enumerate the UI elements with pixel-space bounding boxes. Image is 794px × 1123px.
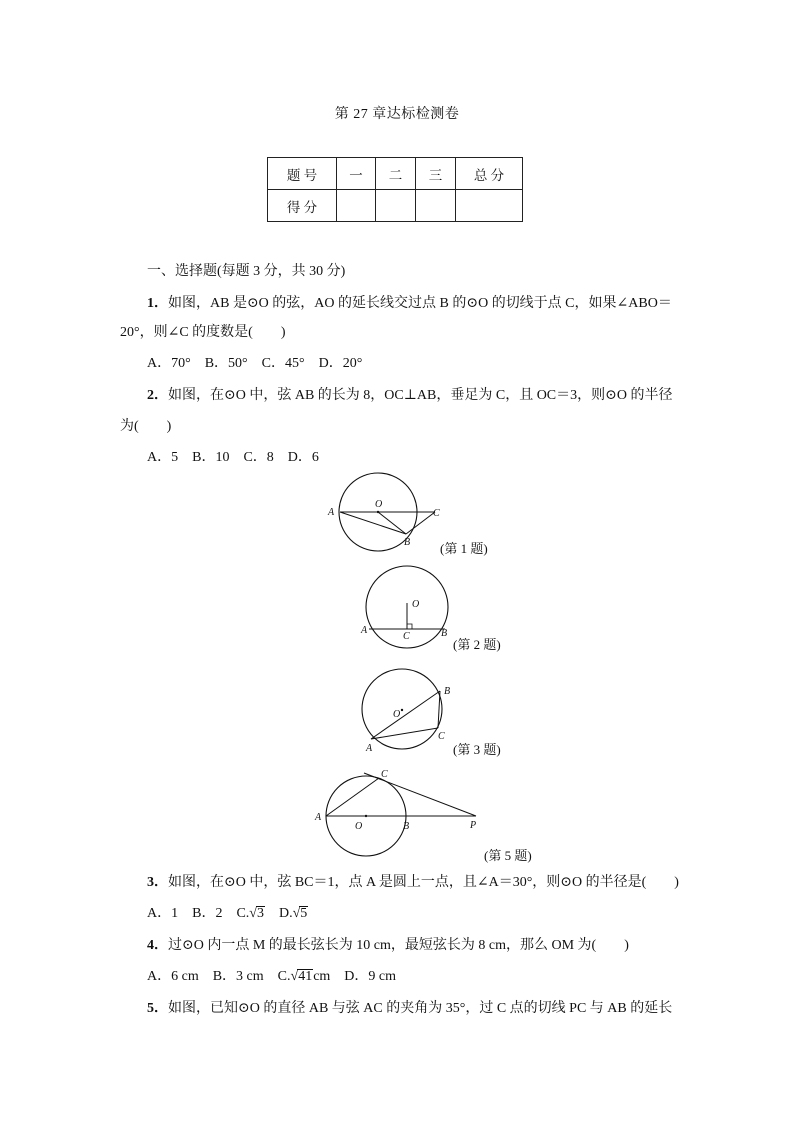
question-text: 如图，AB 是⊙O 的弦，AO 的延长线交过点 B 的⊙O 的切线于点 C，如果∠ABO＝	[168, 296, 672, 311]
label-c: C	[438, 731, 445, 742]
question-number: 4．	[147, 938, 168, 953]
question-text: 如图，在⊙O 中，弦 AB 的长为 8，OC⊥AB，垂足为 C，且 OC＝3，则⊙O 的半径	[168, 388, 673, 403]
figure-5-diagram	[312, 765, 487, 840]
option-text: A．6 cm B．3 cm C.	[147, 969, 291, 984]
score-header-cell: 总 分	[456, 158, 523, 190]
sqrt-sign: √	[249, 906, 257, 921]
center-point	[401, 709, 403, 711]
figure-2-diagram	[355, 565, 460, 650]
segment-ob	[378, 512, 406, 534]
tangent-bc	[406, 512, 435, 534]
score-header-cell: 二	[376, 158, 416, 190]
question-text: 如图，已知⊙O 的直径 AB 与弦 AC 的夹角为 35°，过 C 点的切线 PC 与 AB 的延长	[168, 1001, 673, 1016]
question-2-options: A．5 B．10 C．8 D．6	[147, 450, 319, 465]
label-o: O	[355, 821, 363, 832]
chord-ac	[326, 778, 379, 816]
figure-2-caption: (第 2 题)	[453, 637, 501, 652]
label-b: B	[404, 537, 411, 548]
sqrt-radicand: 3	[256, 906, 264, 921]
question-4	[147, 936, 629, 956]
question-number: 2．	[147, 388, 168, 403]
score-cell[interactable]	[416, 190, 456, 222]
question-number: 1．	[147, 296, 168, 311]
sqrt-sign: √	[292, 906, 301, 921]
label-b: B	[441, 628, 448, 639]
label-a: A	[328, 507, 335, 518]
chord-ab	[371, 691, 440, 739]
score-header-cell: 题 号	[268, 158, 337, 190]
label-o: O	[393, 709, 401, 720]
label-a: A	[315, 812, 322, 823]
label-p: P	[470, 820, 477, 831]
question-1-continued: 20°，则∠C 的度数是( )	[120, 325, 286, 340]
question-number: 3．	[147, 875, 168, 890]
score-cell[interactable]	[376, 190, 416, 222]
question-5	[147, 999, 672, 1019]
figure-3-caption: (第 3 题)	[453, 742, 501, 757]
label-b: B	[403, 821, 410, 832]
label-o: O	[412, 599, 420, 610]
label-a: A	[366, 743, 373, 754]
label-a: A	[361, 625, 368, 636]
label-c: C	[381, 769, 388, 780]
question-3-options	[147, 904, 308, 924]
figure-1-diagram	[325, 468, 445, 558]
figure-1-caption: (第 1 题)	[440, 541, 488, 556]
label-o: O	[375, 499, 383, 510]
option-text: D.	[264, 906, 293, 921]
label-b: B	[444, 686, 451, 697]
question-1-options: A．70° B．50° C．45° D．20°	[147, 356, 363, 371]
center-point	[377, 511, 379, 513]
segment-ab	[340, 512, 406, 534]
question-1	[147, 294, 672, 314]
center-point	[365, 815, 367, 817]
score-table	[267, 157, 523, 222]
question-4-options	[147, 967, 396, 987]
label-c: C	[433, 508, 440, 519]
score-cell[interactable]	[456, 190, 523, 222]
sqrt-sign: √	[290, 969, 299, 984]
question-3	[147, 873, 679, 893]
sqrt-radicand: 41	[298, 969, 313, 984]
score-header-cell: 一	[337, 158, 376, 190]
score-cell[interactable]	[337, 190, 376, 222]
question-2-continued: 为( )	[120, 419, 172, 434]
question-number: 5．	[147, 1001, 168, 1016]
question-text: 过⊙O 内一点 M 的最长弦长为 10 cm，最短弦长为 8 cm，那么 OM 为( )	[168, 938, 629, 953]
page-title: 第 27 章达标检测卷	[334, 107, 460, 122]
score-table-header-row	[268, 158, 523, 190]
question-text: 如图，在⊙O 中，弦 BC＝1，点 A 是圆上一点，且∠A＝30°，则⊙O 的半径是( )	[168, 875, 679, 890]
section-heading: 一、选择题(每题 3 分，共 30 分)	[147, 264, 346, 279]
option-text: cm D．9 cm	[313, 969, 397, 984]
question-2	[147, 386, 672, 406]
figure-5-caption: (第 5 题)	[484, 848, 532, 863]
option-text: A．1 B．2 C.	[147, 906, 250, 921]
chord-ac	[371, 728, 438, 739]
score-header-cell: 三	[416, 158, 456, 190]
score-table-score-row	[268, 190, 523, 222]
score-row-label: 得 分	[268, 190, 337, 222]
sqrt-radicand: 5	[300, 906, 308, 921]
right-angle-mark	[407, 624, 412, 629]
figure-3-diagram	[360, 665, 455, 755]
label-c: C	[403, 631, 410, 642]
